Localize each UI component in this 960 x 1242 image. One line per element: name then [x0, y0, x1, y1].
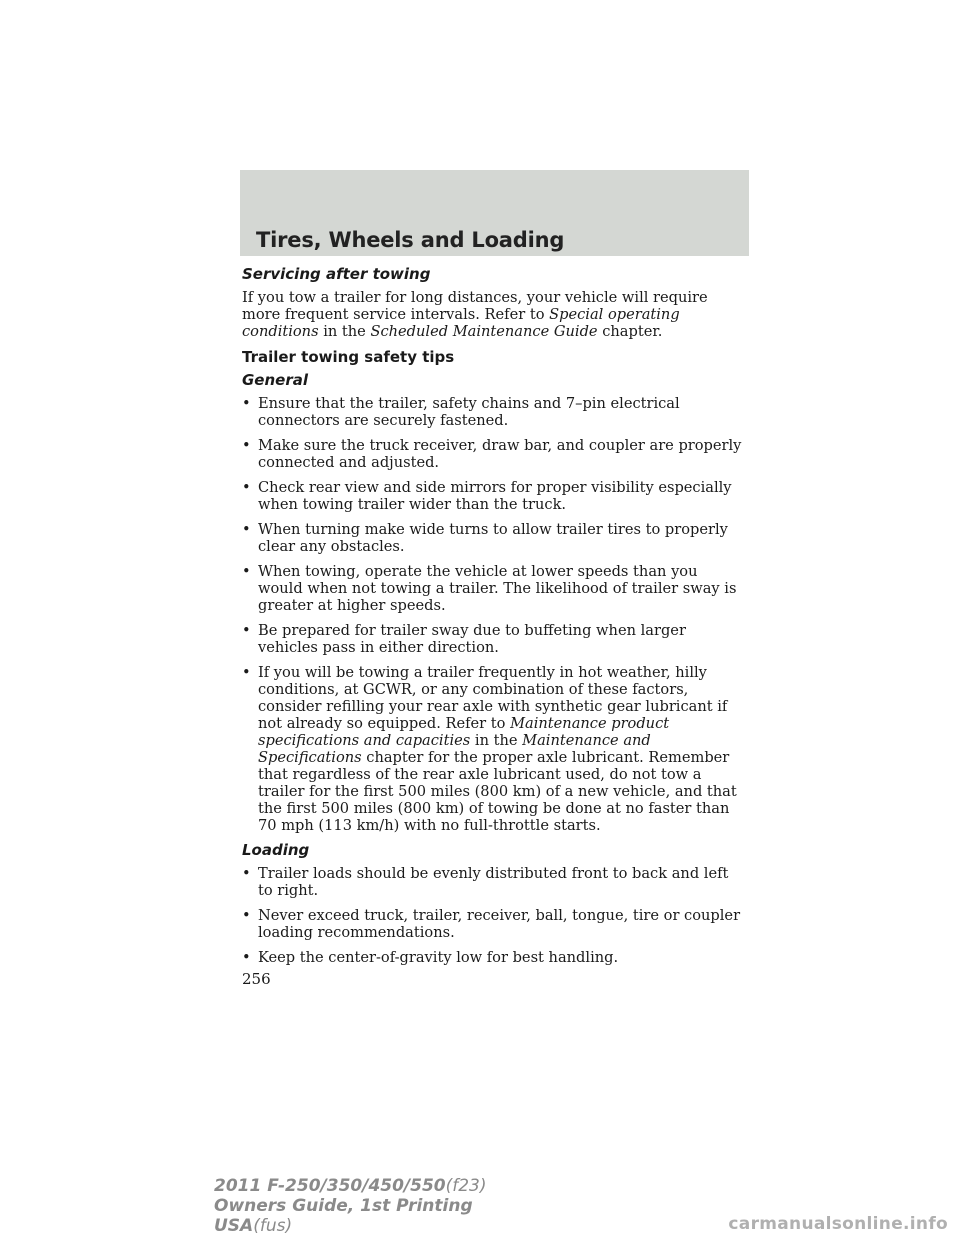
list-item: • Ensure that the trailer, safety chains and 7–pin electrical connectors are securely fastened.	[242, 395, 742, 429]
footer-printing: Owners Guide, 1st Printing	[214, 1196, 473, 1216]
footer-line-model	[214, 1176, 487, 1196]
section-header-band	[240, 170, 749, 256]
reference-scheduled-maintenance-guide: Scheduled Maintenance Guide	[370, 323, 598, 340]
list-item: • Make sure the truck receiver, draw bar, and coupler are properly connected and adjusted.	[242, 437, 742, 471]
page-content	[242, 266, 742, 974]
paragraph-text: chapter.	[597, 323, 663, 340]
general-list	[242, 395, 742, 834]
list-item-text: in the	[470, 732, 523, 749]
loading-list	[242, 865, 742, 966]
document-footer	[214, 1176, 487, 1236]
list-item: • Check rear view and side mirrors for proper visibility especially when towing trailer wider than the truck.	[242, 479, 742, 513]
reference-maintenance-and-specifications: Maintenance and Specifications	[258, 732, 651, 766]
list-item: • Trailer loads should be evenly distributed front to back and left to right.	[242, 865, 742, 899]
paragraph-text: in the	[318, 323, 371, 340]
paragraph-servicing	[242, 289, 742, 340]
list-item: • When turning make wide turns to allow trailer tires to properly clear any obstacles.	[242, 521, 742, 555]
footer-line-region	[214, 1216, 487, 1236]
list-item: • Keep the center-of-gravity low for best handling.	[242, 949, 742, 966]
page-number: 256	[242, 970, 271, 988]
list-item: • Never exceed truck, trailer, receiver, ball, tongue, tire or coupler loading recommendations.	[242, 907, 742, 941]
footer-model-code: (f23)	[445, 1176, 487, 1196]
heading-trailer-towing-safety-tips: Trailer towing safety tips	[242, 348, 455, 366]
footer-line-printing	[214, 1196, 487, 1216]
heading-servicing-after-towing: Servicing after towing	[242, 265, 431, 283]
list-item: • Be prepared for trailer sway due to buffeting when larger vehicles pass in either direction.	[242, 622, 742, 656]
heading-loading: Loading	[242, 841, 310, 859]
watermark-text: carmanualsonline.info	[728, 1214, 948, 1234]
list-item-text: chapter for the proper axle lubricant. Remember that regardless of the rear axle lubricant used, do not tow a trailer for the first 500 miles (800 km) of a new vehicle, and that the first 500 miles (800 km) of towing be done at no faster than 70 mph (113 km/h) with no full-throttle starts.	[258, 749, 737, 834]
heading-general: General	[242, 371, 308, 389]
reference-special-operating-conditions: Special operating conditions	[242, 306, 680, 340]
list-item-axle-lubricant	[242, 664, 742, 834]
list-item: • When towing, operate the vehicle at lower speeds than you would when not towing a trailer. The likelihood of trailer sway is greater at higher speeds.	[242, 563, 742, 614]
paragraph-text: If you tow a trailer for long distances, your vehicle will require more frequent service intervals. Refer to	[242, 289, 708, 323]
footer-model: 2011 F-250/350/450/550	[214, 1176, 446, 1196]
section-title: Tires, Wheels and Loading	[256, 228, 565, 252]
reference-maintenance-product-specifications: Maintenance product specifications and capacities	[258, 715, 670, 749]
footer-region-code: (fus)	[253, 1216, 293, 1236]
footer-region: USA	[214, 1216, 254, 1236]
list-item-text: If you will be towing a trailer frequently in hot weather, hilly conditions, at GCWR, or any combination of these factors, consider refilling your rear axle with synthetic gear lubricant if not already so equipped. Refer to	[258, 664, 728, 732]
